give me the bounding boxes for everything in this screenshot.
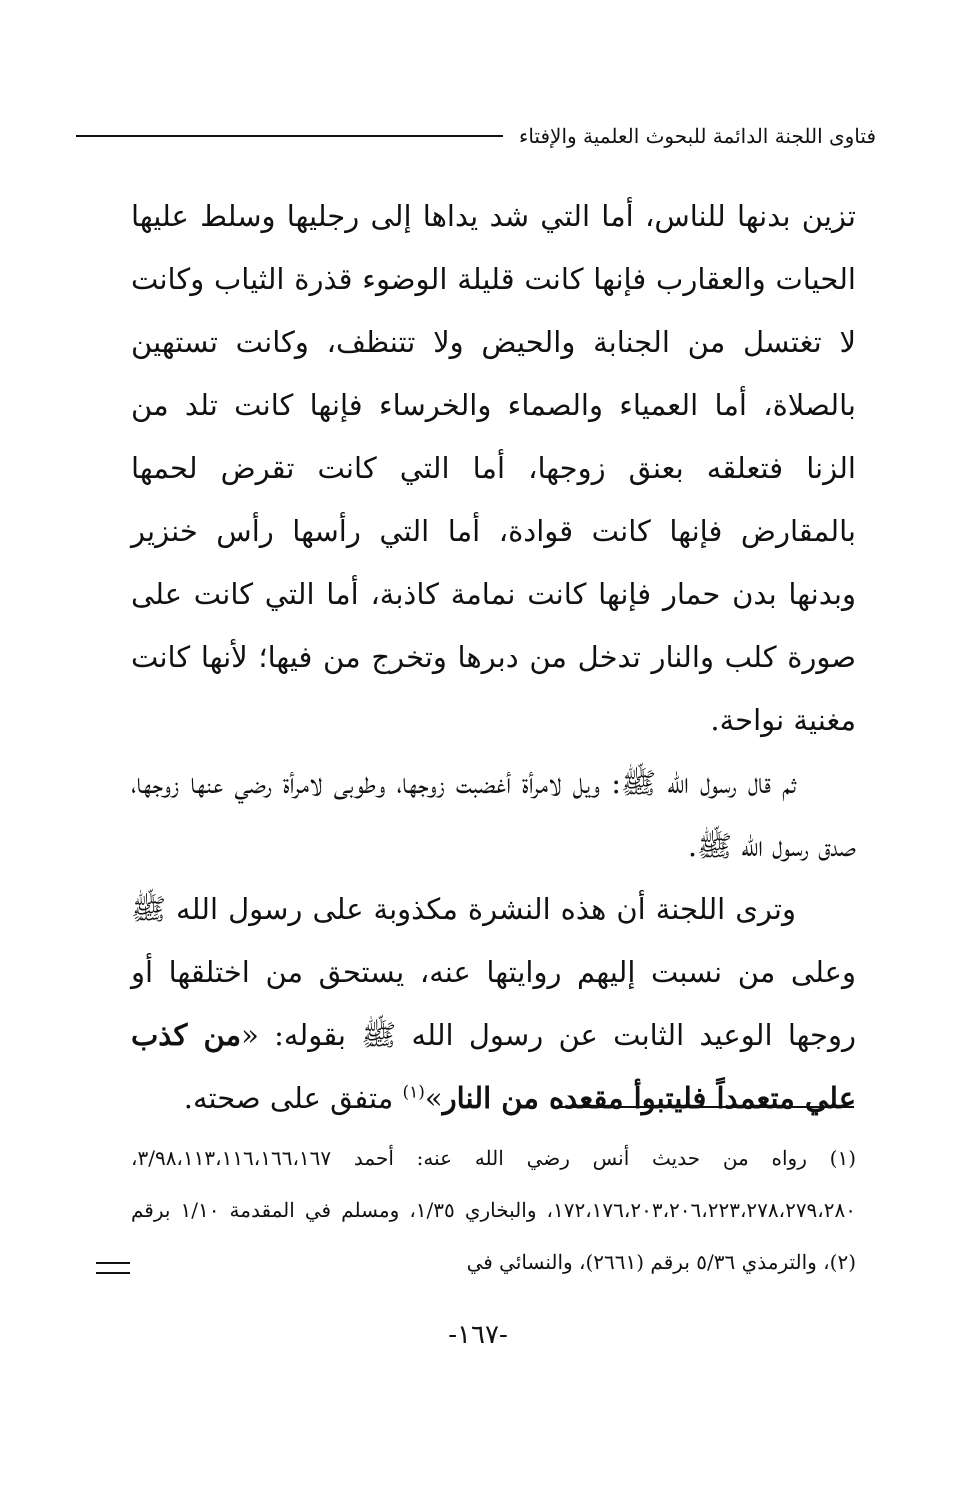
quote-close: » [424, 1081, 443, 1115]
paragraph-2: ثم قال رسول الله ﷺ: ويل لامرأة أغضبت زوجها، وطوبى لامرأة رضي عنها زوجها، صدق رسول الله ﷺ. [131, 766, 856, 863]
paragraph-3-end: متفق على صحته. [183, 1081, 403, 1115]
hadith-quote: من كذب علي متعمداً فليتبوأ مقعده من النار [131, 1018, 856, 1115]
body-text [131, 185, 856, 1130]
paragraph-1: تزين بدنها للناس، أما التي شد يداها إلى رجليها وسلط عليها الحيات والعقارب فإنها كانت قليلة الوضوء قذرة الثياب وكانت لا تغتسل من الجنابة والحيض ولا تتنظف، وكانت تستهين بالصلاة، أما العمياء والصماء والخرساء فإنها كانت تلد من الزنا فتعلقه بعنق زوجها، أما التي كانت تقرض لحمها بالمقارض فإنها كانت قوادة، أما التي رأسها رأس خنزير وبدنها بدن حمار فإنها كانت نمامة كاذبة، أما التي كانت على صورة كلب والنار تدخل من دبرها وتخرج من فيها؛ لأنها كانت مغنية نواحة. [131, 199, 856, 737]
page-number: -١٦٧- [448, 1320, 508, 1350]
paragraph-3-intro: وترى اللجنة أن هذه النشرة مكذوبة على رسول الله ﷺ وعلى من نسبت إليهم روايتها عنه، يستحق من اختلقها أو روجها الوعيد الثابت عن رسول الله ﷺ بقوله: « [131, 892, 856, 1052]
running-header [76, 118, 876, 154]
running-title: فتاوى اللجنة الدائمة للبحوث العلمية والإفتاء [518, 124, 876, 148]
footnote-reference: (١) [402, 1082, 425, 1103]
paragraph-3 [131, 878, 856, 1130]
footnote: (١) رواه من حديث أنس رضي الله عنه: أحمد ٣/٩٨،١١٣،١١٦،١٦٦،١٦٧، ١٧٢،١٧٦،٢٠٣،٢٠٦،٢٢٣،٢٧٨،٢٧٩،٢٨٠، والبخاري ١/٣٥، ومسلم في المقدمة ١/١٠ برقم (٢)، والترمذي ٥/٣٦ برقم (٢٦٦١)، والنسائي في [131, 1146, 856, 1274]
header-rule [76, 135, 503, 137]
continuation-mark [96, 1262, 130, 1274]
footnote-separator [554, 1106, 854, 1108]
